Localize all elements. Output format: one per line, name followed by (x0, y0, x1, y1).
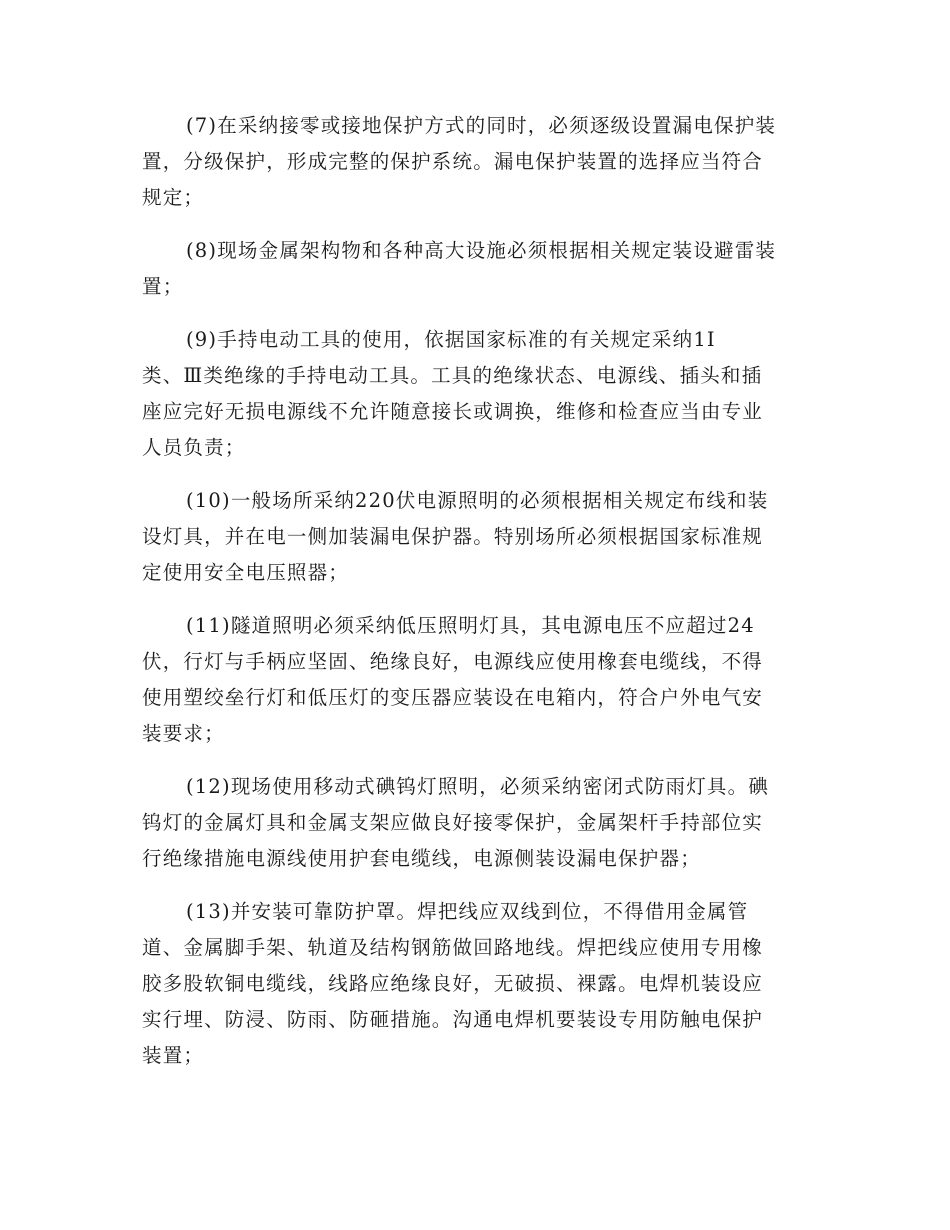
paragraph-11 (142, 608, 812, 752)
paragraph-line: (10)一般场所采纳220伏电源照明的必须根据相关规定布线和装 (186, 489, 769, 512)
paragraph-line: 行绝缘措施电源线使用护套电缆线，电源侧装设漏电保护器； (142, 847, 701, 870)
document-body (142, 108, 812, 1091)
paragraph-line: 置，分级保护，形成完整的保护系统。漏电保护装置的选择应当符合 (142, 150, 764, 173)
paragraph-10 (142, 483, 812, 591)
paragraph-line: 座应完好无损电源线不允许随意接长或调换，维修和检查应当由专业 (142, 400, 764, 423)
paragraph-line: 装置； (142, 1044, 205, 1067)
paragraph-line: 胶多股软铜电缆线，线路应绝缘良好，无破损、裸露。电焊机装设应 (142, 972, 764, 995)
paragraph-line: 装要求； (142, 722, 225, 745)
paragraph-line: 实行埋、防浸、防雨、防砸措施。沟通电焊机要装设专用防触电保护 (142, 1008, 764, 1031)
paragraph-line: (12)现场使用移动式碘钨灯照明，必须采纳密闭式防雨灯具。碘 (186, 775, 770, 798)
paragraph-13 (142, 894, 812, 1074)
paragraph-line: (8)现场金属架构物和各种高大设施必须根据相关规定装设避雷装 (186, 239, 777, 262)
paragraph-12 (142, 769, 812, 877)
paragraph-9 (142, 322, 812, 466)
paragraph-line: 规定； (142, 186, 205, 209)
paragraph-8 (142, 233, 812, 305)
paragraph-line: 伏，行灯与手柄应坚固、绝缘良好，电源线应使用橡套电缆线，不得 (142, 650, 764, 673)
paragraph-line: 设灯具，并在电一侧加装漏电保护器。特别场所必须根据国家标准规 (142, 525, 764, 548)
paragraph-line: 人员负责； (142, 436, 246, 459)
paragraph-line: 置； (142, 275, 184, 298)
paragraph-line: (11)隧道照明必须采纳低压照明灯具，其电源电压不应超过24 (186, 614, 755, 637)
paragraph-line: (7)在采纳接零或接地保护方式的同时，必须逐级设置漏电保护装 (186, 114, 777, 137)
paragraph-line: 使用塑绞垒行灯和低压灯的变压器应装设在电箱内，符合户外电气安 (142, 686, 764, 709)
paragraph-7 (142, 108, 812, 216)
paragraph-line: 类、Ⅲ类绝缘的手持电动工具。工具的绝缘状态、电源线、插头和插 (142, 364, 763, 387)
paragraph-line: (13)并安装可靠防护罩。焊把线应双线到位，不得借用金属管 (186, 900, 749, 923)
paragraph-line: 定使用安全电压照器； (142, 561, 350, 584)
paragraph-line: (9)手持电动工具的使用，依据国家标准的有关规定采纳1I (186, 328, 716, 351)
paragraph-line: 道、金属脚手架、轨道及结构钢筋做回路地线。焊把线应使用专用橡 (142, 936, 764, 959)
paragraph-line: 钨灯的金属灯具和金属支架应做良好接零保护，金属架杆手持部位实 (142, 811, 764, 834)
